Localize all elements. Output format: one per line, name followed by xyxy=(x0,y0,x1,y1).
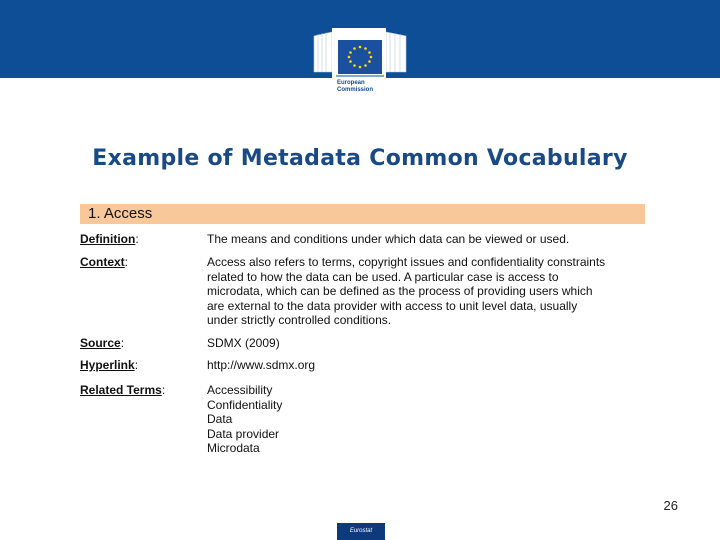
context-label: Context: xyxy=(80,255,129,269)
related-terms-value xyxy=(207,383,637,456)
related-term: Confidentiality xyxy=(207,397,283,412)
logo-line-2: Commission xyxy=(337,87,374,93)
hyperlink-value[interactable] xyxy=(207,358,637,373)
slide-title: Example of Metadata Common Vocabulary xyxy=(92,146,628,171)
definition-label: Definition: xyxy=(80,232,139,246)
page-number: 26 xyxy=(663,498,678,513)
source-value: SDMX (2009) xyxy=(207,336,280,350)
related-term: Microdata xyxy=(207,441,260,456)
hyperlink-label: Hyperlink: xyxy=(80,358,139,372)
metadata-entry-box xyxy=(80,200,645,460)
related-term: Data xyxy=(207,412,233,427)
eurostat-badge: Eurostat xyxy=(337,523,385,540)
source-label: Source: xyxy=(80,336,125,350)
related-term: Accessibility xyxy=(207,383,273,397)
hyperlink[interactable]: http://www.sdmx.org xyxy=(207,358,316,372)
logo-caption xyxy=(337,80,373,94)
logo-line-1: European xyxy=(337,80,365,86)
definition-value: The means and conditions under which data can be viewed or used. xyxy=(207,232,570,246)
section-header xyxy=(80,204,645,224)
context-value: Access also refers to terms, copyright issues and confidentiality constraints related to how the data can be used. A particular case is access to microdata, which can be defined as the process of providing users which are external to the data provider with access to unit level data, usually under strictly controlled conditions. xyxy=(207,255,606,328)
related-term: Data provider xyxy=(207,426,280,441)
section-title: 1. Access xyxy=(88,205,153,222)
related-terms-label: Related Terms: xyxy=(80,383,166,397)
